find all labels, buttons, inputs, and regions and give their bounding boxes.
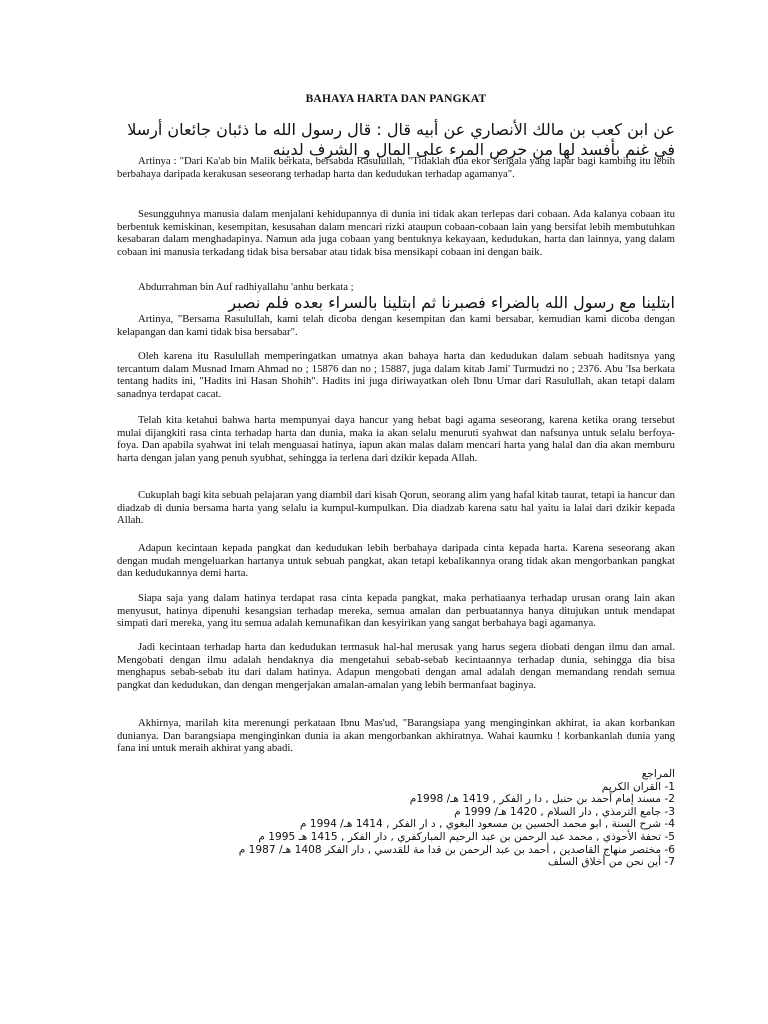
paragraph-9: Siapa saja yang dalam hatinya terdapat rasa cinta kepada pangkat, maka perhatiaanya terhadap urusan orang lain akan menyusut, hatinya dipenuhi kesangsian terhadap mereka, semua amalan dan perbuatannya hanya ditujukan untuk mendapat simpati dari mereka, yang itu semua adalah kemunafikan dan kesyirikan yang sangat berbahaya bagi agamanya. [117, 592, 675, 630]
reference-item: 6- مختصر منهاج القاصدين , أحمد بن عبد الرحمن بن قدا مة للقدسي , دار الفكر 1408 هـ/ 1987 م [238, 843, 675, 856]
paragraph-10: Jadi kecintaan terhadap harta dan kedudukan termasuk hal-hal merusak yang harus segera diobati dengan ilmu dan amal. Mengobati dengan ilmu adalah hendaknya dia mengetahui sebab-sebab kecintaannya terhadap dunia, sehingga dia bisa menghapus sebab-sebab itu dari dalam hatinya. Adapun mengobati dengan amal adalah dengan memandang rendah semua pangkat dan kedudukan, dan dengan mengerjakan amalan-amalan yang lebih bermanfaat baginya. [117, 641, 675, 691]
paragraph-2: Sesungguhnya manusia dalam menjalani kehidupannya di dunia ini tidak akan terlepas dari cobaan. Ada kalanya cobaan itu berbentuk kemiskinan, kesempitan, kesusahan dalam mencari rizki ataupun cobaan-cobaan lain yang bersifat lebih membutuhkan kesabaran dalam menghadapinya. Namun ada juga cobaan yang bentuknya kekayaan, kedudukan, harta dan lainnya, yang dalam cobaan ini manusia terkadang tidak bisa bersabar atau tidak bisa mensikapi cobaan ini dengan baik. [117, 208, 675, 258]
hadith-arabic-2: ابتلينا مع رسول الله بالضراء فصبرنا ثم ابتلينا بالسراء بعده فلم نصبر [228, 293, 675, 312]
reference-item: 1- القران الكريم [601, 780, 675, 793]
hadith-arabic-1: عن ابن كعب بن مالك الأنصاري عن أبيه قال : قال رسول الله ما ذئبان جائعان أرسلا في غنم بأفسد لها من حرص المرء على المال و الشرف لدينه [127, 120, 675, 159]
reference-item: 5- تحفة الأحوذي , محمد عبد الرحمن بن عبد الرحيم المباركفري , دار الفكر , 1415 هـ 1995 م [258, 830, 675, 843]
references-title: المراجع [641, 768, 675, 780]
paragraph-8: Adapun kecintaan kepada pangkat dan kedudukan lebih berbahaya daripada cinta kepada harta. Karena seseorang akan dengan mudah mengeluarkan hartanya untuk sebuah pangkat, akan tetapi kebalikannya orang tidak akan mengorbankan pangkat dan kedudukannya demi harta. [117, 542, 675, 580]
reference-item: 3- جامع الترمذي , دار السلام , 1420 هـ/ 1999 م [454, 805, 675, 818]
paragraph-3: Abdurrahman bin Auf radhiyallahu 'anhu berkata ; [138, 281, 354, 293]
paragraph-6: Telah kita ketahui bahwa harta mempunyai daya hancur yang hebat bagi agama seseorang, karena ketika orang tersebut mulai dijangkiti rasa cinta terhadap harta dan dunia, maka ia akan selalu menuruti syahwat dan nafsunya untuk selalu berfoya-foya. Dan apabila syahwat ini telah menguasai hatinya, iapun akan malas dalam mencari harta yang halal dan dia akan memburu harta dengan jalan yang penuh syubhat, sehingga ia terlena dari dzikir kepada Allah. [117, 414, 675, 464]
paragraph-5: Oleh karena itu Rasulullah memperingatkan umatnya akan bahaya harta dan kedudukan dalam sebuah haditsnya yang tercantum dalam Musnad Imam Ahmad no ; 15876 dan no ; 15887, juga dalam kitab Jami' Turmudzi no ; 2376. Abu 'Isa berkata tentang hadits ini, "Hadits ini Hasan Shohih". Hadits ini juga diriwayatkan oleh Ibnu Umar dari Rasulullah, akan tetapi dalam sanadnya terdapat cacat. [117, 350, 675, 400]
page-title: BAHAYA HARTA DAN PANGKAT [305, 93, 487, 105]
paragraph-7: Cukuplah bagi kita sebuah pelajaran yang diambil dari kisah Qorun, seorang alim yang hafal kitab taurat, tetapi ia hancur dan diadzab di dunia bersama harta yang selalu ia kumpul-kumpulkan. Dia diadzab karena satu hal yaitu ia lalai dari dzikir kepada Allah. [117, 489, 675, 527]
reference-item: 7- أين نحن من أخلاق السلف [547, 856, 675, 869]
references-list [115, 768, 675, 869]
reference-item: 4- شرح السنة , ابو محمد الحسين بن مسعود البغوي , د ار الفكر , 1414 هـ/ 1994 م [299, 818, 675, 831]
paragraph-translation-2: Artinya, "Bersama Rasulullah, kami telah dicoba dengan kesempitan dan kami bersabar, kemudian kami dicoba dengan kelapangan dan kami tidak bisa bersabar". [117, 313, 675, 338]
paragraph-11: Akhirnya, marilah kita merenungi perkataan Ibnu Mas'ud, "Barangsiapa yang menginginkan akhirat, ia akan korbankan dunianya. Dan barangsiapa menginginkan dunia ia akan mengorbankan akhiratnya. Wahai kaumku ! korbankanlah dunia yang fana ini untuk meraih akhirat yang abadi. [117, 717, 675, 755]
paragraph-translation-1: Artinya : "Dari Ka'ab bin Malik berkata, bersabda Rasulullah, "Tidaklah dua ekor serigala yang lapar bagi kambing itu lebih berbahaya daripada kerakusan seseorang terhadap harta dan kedudukan terhadap agamanya". [117, 155, 675, 180]
reference-item: 2- مسند إمام أحمد بن حنبل , دا ر الفكر , 1419 هـ/ 1998م [409, 793, 675, 806]
